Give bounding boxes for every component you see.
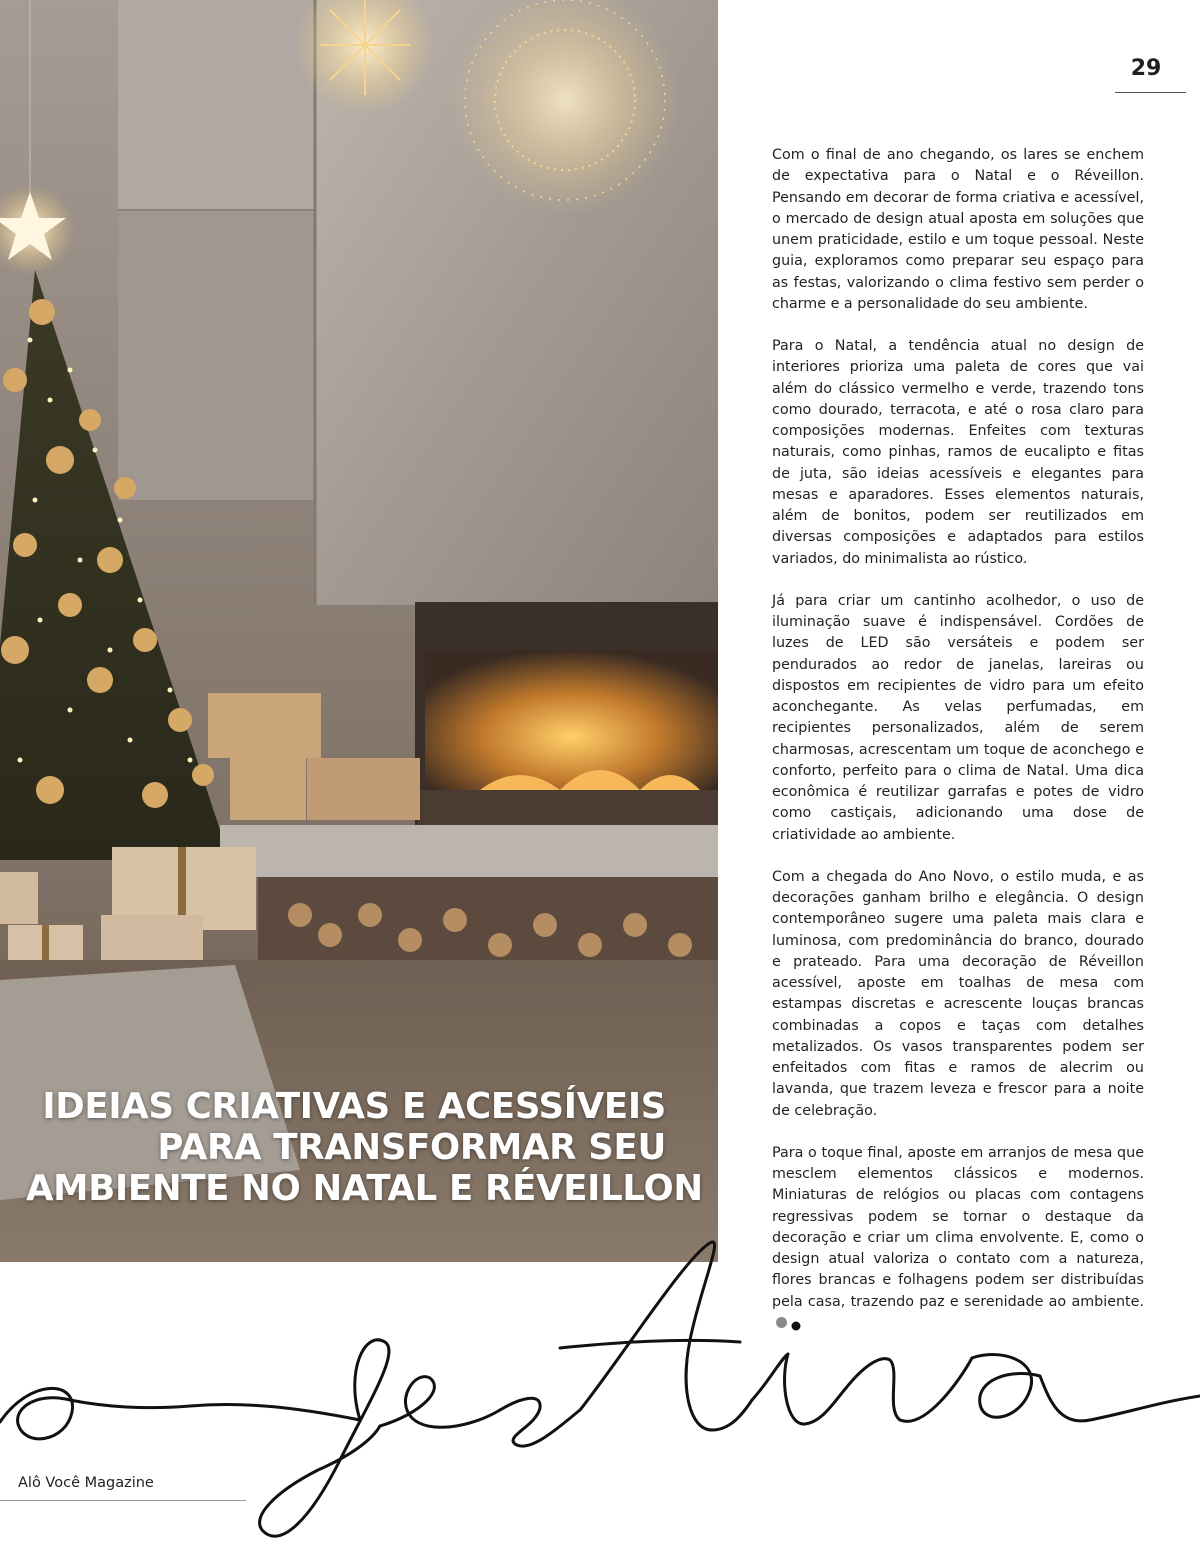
article-paragraph: Já para criar um cantinho acolhedor, o uso de iluminação suave é indispensável. Cordões de luzes de LED são versáteis e podem ser pendurados ao redor de janelas, lareiras ou dispostos em recipientes de vidro para um efeito aconchegante. As velas perfumadas, em recipientes personalizados, além de serem charmosas, acrescentam um toque de aconchego e conforto, perfeito para o clima de Natal. Uma dica econômica é reutilizar garrafas e potes de vidro como castiçais, adicionando uma dose de criatividade ao ambiente.	[772, 592, 1144, 843]
article-paragraph: Com o final de ano chegando, os lares se enchem de expectativa para o Natal e o Réveillon. Pensando em decorar de forma criativa e acessível, o mercado de design atual aposta em soluções que unem praticidade, estilo e um toque pessoal. Neste guia, exploramos como preparar seu espaço para as festas, valorizando o clima festivo sem perder o charme e a personalidade do seu ambiente.	[772, 147, 1144, 312]
article-body	[772, 145, 1144, 1355]
hero-photo	[0, 0, 718, 1262]
magazine-name: Alô Você Magazine	[18, 1475, 154, 1491]
fireplace	[415, 602, 718, 842]
article-headline	[26, 1086, 703, 1209]
footer-divider	[0, 1500, 246, 1501]
article-paragraph: Para o Natal, a tendência atual no design de interiores prioriza uma paleta de cores que vai além do clássico vermelho e verde, trazendo tons como dourado, terracota, e até o rosa claro para composições modernas. Enfeites com texturas naturais, como pinhas, ramos de eucalipto e fitas de juta, são ideias acessíveis e elegantes para mesas e aparadores. Esses elementos naturais, além de bonitos, podem ser reutilizados em diversas composições e adaptados para estilos variados, do minimalista ao rústico.	[772, 338, 1144, 567]
headline-line-2: PARA TRANSFORMAR SEU	[157, 1127, 666, 1168]
christmas-living-room-illustration	[0, 0, 718, 1262]
page-number-divider	[1115, 92, 1186, 93]
headline-line-1: IDEIAS CRIATIVAS E ACESSÍVEIS	[42, 1086, 666, 1127]
article-paragraph-text: Para o toque final, aposte em arranjos de mesa que mesclem elementos clássicos e modernos. Miniaturas de relógios ou placas com contagens regressivas podem se tornar o destaque da decoração e criar um clima envolvente. E, como o design atual valoriza o contato com a natureza, flores brancas e folhagens podem ser distribuídas pela casa, trazendo paz e serenidade ao ambiente.	[772, 1144, 1144, 1310]
script-word-decoration	[0, 1230, 1200, 1553]
article-paragraph: Com a chegada do Ano Novo, o estilo muda, e as decorações ganham brilho e elegância. O design contemporâneo sugere uma paleta mais clara e luminosa, com predominância do branco, dourado e prateado. Para uma decoração de Réveillon acessível, aposte em toalhas de mesa com estampas discretas e acrescente louças brancas combinadas a copos e taças com detalhes metalizados. Os vasos transparentes podem ser enfeitados com fitas e ramos de alecrim ou lavanda, que trazem leveza e frescor para a noite de celebração.	[772, 868, 1144, 1119]
page-number: 29	[1130, 56, 1162, 81]
headline-line-3: AMBIENTE NO NATAL E RÉVEILLON	[26, 1168, 703, 1209]
